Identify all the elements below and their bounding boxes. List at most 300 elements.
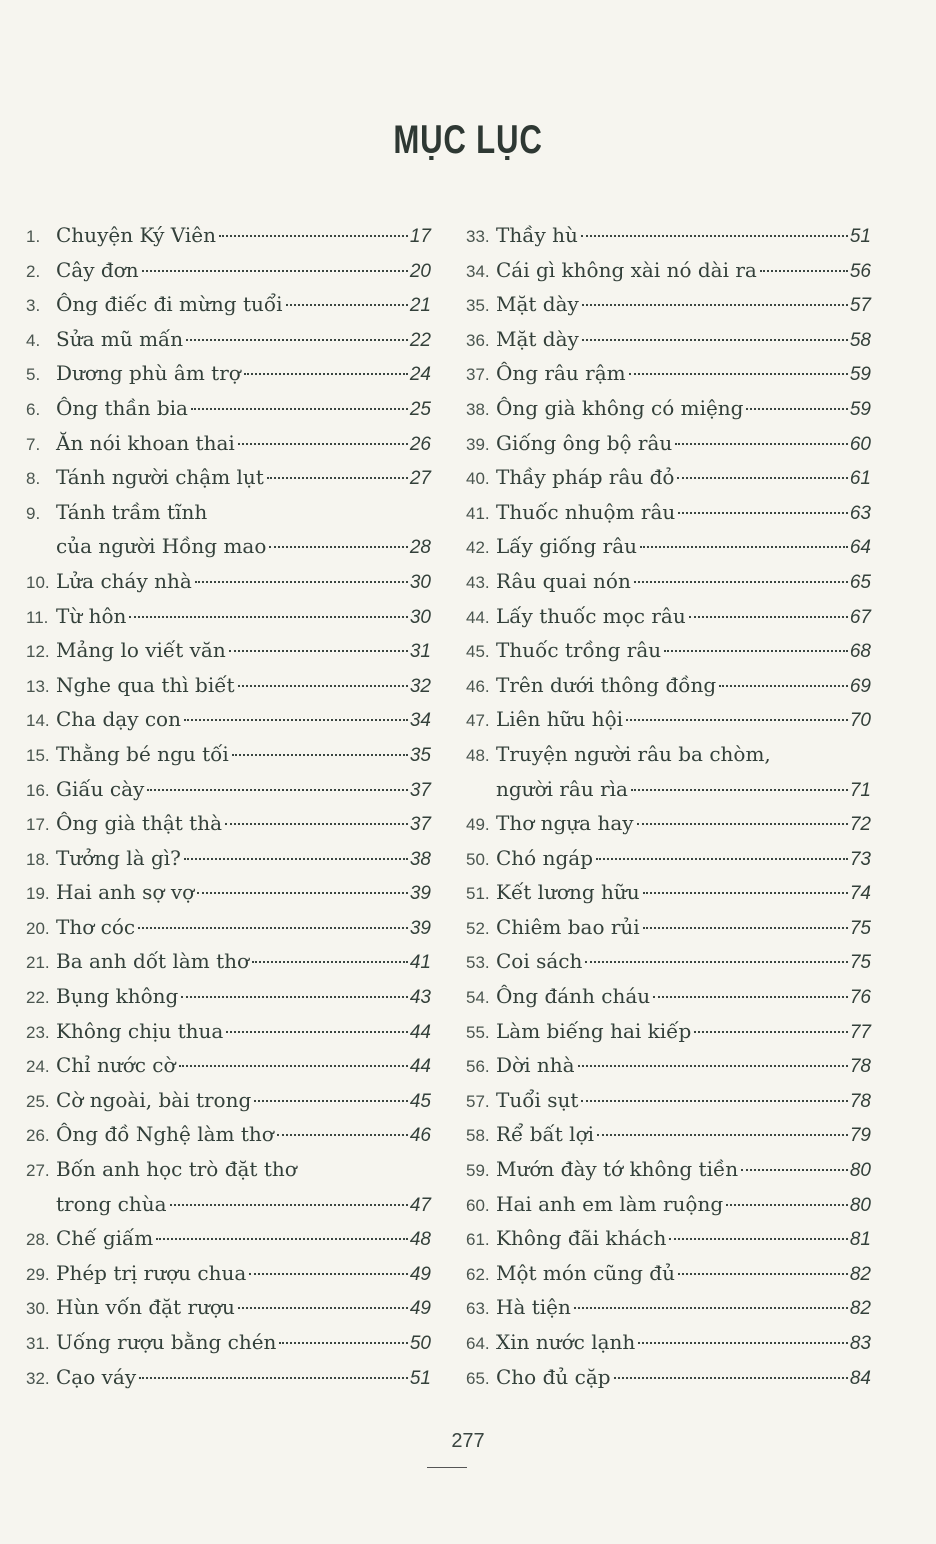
toc-entry-number: 8.	[26, 469, 41, 489]
toc-entry-title: Cái gì không xài nó dài ra	[496, 257, 757, 282]
toc-entry-number: 64.	[466, 1334, 490, 1353]
toc-entry-title: Ông đánh cháu	[496, 984, 651, 1009]
toc-entry[interactable]	[466, 287, 871, 322]
toc-entry-number: 34.	[466, 261, 490, 281]
leader-dots	[643, 892, 848, 894]
leader-dots	[170, 1204, 408, 1206]
toc-entry-title: Mảng lo viết văn	[56, 638, 226, 663]
toc-entry-page: 46	[409, 1125, 431, 1147]
toc-entry[interactable]	[466, 1048, 871, 1083]
toc-entry-line	[26, 356, 431, 391]
toc-entry-line	[26, 460, 431, 495]
toc-entry-title-continued: người râu rìa	[496, 776, 628, 801]
toc-entry[interactable]	[466, 426, 871, 461]
toc-entry-line	[26, 1187, 431, 1222]
toc-entry-page: 44	[409, 1021, 431, 1043]
toc-entry[interactable]	[466, 979, 871, 1014]
toc-entry-number: 11.	[26, 607, 49, 627]
toc-entry-page: 38	[409, 848, 431, 870]
toc-entry-title: Nghe qua thì biết	[56, 672, 235, 697]
toc-entry[interactable]	[26, 668, 431, 703]
leader-dots	[741, 1169, 848, 1171]
toc-entry-title: Kết lương hữu	[496, 880, 640, 905]
leader-dots	[197, 892, 408, 894]
toc-entry-page: 58	[849, 329, 871, 351]
toc-entry[interactable]	[26, 599, 431, 634]
toc-entry-number: 49.	[466, 815, 490, 835]
leader-dots	[225, 823, 408, 825]
toc-entry-title: Tuổi sụt	[496, 1087, 579, 1112]
toc-entry-line	[466, 633, 871, 668]
toc-entry-title: Chỉ nước cờ	[56, 1053, 176, 1078]
toc-entry-title: Bụng không	[56, 984, 179, 1009]
toc-entry-page: 49	[409, 1263, 431, 1285]
toc-entry-title: Cha dạy con	[56, 707, 181, 732]
toc-entry-line	[26, 1152, 431, 1187]
toc-entry-number: 1.	[26, 227, 41, 246]
toc-entry-title: Ông đồ Nghệ làm thơ	[56, 1122, 274, 1147]
toc-entry-line	[26, 944, 431, 979]
leader-dots	[626, 719, 848, 721]
toc-entry-number: 43.	[466, 572, 490, 592]
toc-entry-line	[26, 1221, 431, 1256]
toc-entry-line	[466, 806, 871, 841]
toc-entry-page: 78	[849, 1056, 871, 1078]
toc-entry-title: Chiêm bao rủi	[496, 914, 640, 939]
leader-dots	[578, 1065, 848, 1067]
toc-entry-page: 78	[849, 1090, 871, 1112]
leader-dots	[139, 1377, 408, 1379]
toc-entry[interactable]	[466, 737, 871, 806]
toc-entry-page: 43	[409, 987, 431, 1009]
toc-entry[interactable]	[466, 564, 871, 599]
toc-entry-title: Chuyện Ký Viên	[56, 223, 216, 247]
toc-entry-line	[26, 1325, 431, 1360]
toc-entry-line	[26, 564, 431, 599]
toc-entry-line	[26, 1360, 431, 1395]
toc-entry[interactable]	[26, 1048, 431, 1083]
toc-entry-page: 69	[849, 675, 871, 697]
toc-entry-page: 31	[409, 641, 431, 663]
toc-entry-number: 21.	[26, 953, 50, 973]
toc-entry[interactable]	[466, 1083, 871, 1118]
leader-dots	[614, 1377, 848, 1379]
toc-entry-title: Hai anh sợ vợ	[56, 880, 195, 905]
leader-dots	[719, 685, 848, 687]
toc-entry[interactable]	[466, 529, 871, 564]
toc-entry-line	[26, 668, 431, 703]
toc-entry-line	[466, 529, 871, 564]
leader-dots	[638, 1342, 848, 1344]
toc-entry-line	[466, 599, 871, 634]
toc-entry[interactable]	[26, 1117, 431, 1152]
leader-dots	[581, 235, 848, 237]
toc-entry-page: 35	[409, 744, 431, 766]
toc-entry[interactable]	[26, 1290, 431, 1325]
toc-entry-title: Chế giấm	[56, 1226, 154, 1251]
toc-entry[interactable]	[466, 1014, 871, 1049]
toc-entry-line	[466, 495, 871, 530]
toc-entry-number: 24.	[26, 1057, 50, 1077]
toc-entry-page: 44	[409, 1056, 431, 1078]
leader-dots	[269, 546, 407, 548]
toc-entry[interactable]	[466, 253, 871, 288]
toc-entry-page: 57	[849, 295, 871, 317]
toc-entry[interactable]	[466, 1221, 871, 1256]
toc-entry-line	[26, 772, 431, 807]
toc-entry-title: Bốn anh học trò đặt thơ	[56, 1157, 297, 1182]
toc-entry-line	[466, 1256, 871, 1291]
leader-dots	[229, 650, 408, 652]
toc-entry-line	[466, 1290, 871, 1325]
leader-dots	[244, 373, 408, 375]
toc-entry-line	[26, 495, 431, 530]
toc-entry-page: 59	[849, 398, 871, 420]
toc-entry[interactable]	[466, 806, 871, 841]
toc-entry-title: Chó ngáp	[496, 845, 593, 870]
toc-entry[interactable]	[26, 322, 431, 357]
toc-entry-line	[466, 979, 871, 1014]
toc-entry-title-continued: trong chùa	[56, 1191, 167, 1216]
toc-entry-line	[466, 875, 871, 910]
toc-entry[interactable]	[26, 841, 431, 876]
toc-entry[interactable]	[466, 1360, 871, 1395]
toc-entry[interactable]	[26, 391, 431, 426]
toc-entry-line	[466, 564, 871, 599]
toc-entry-page: 21	[409, 295, 431, 317]
toc-entry-page: 68	[849, 641, 871, 663]
toc-entry-title: Không đãi khách	[496, 1226, 667, 1251]
toc-entry-number: 51.	[466, 884, 490, 904]
toc-entry-title: Không chịu thua	[56, 1018, 224, 1043]
toc-entry[interactable]	[26, 1152, 431, 1221]
toc-entry-title: Từ hôn	[56, 603, 127, 628]
leader-dots	[582, 339, 848, 341]
toc-entry-page: 77	[849, 1021, 871, 1043]
toc-entry-title: Ông già thật thà	[56, 811, 222, 836]
toc-entry-number: 63.	[466, 1299, 490, 1319]
toc-entry-number: 39.	[466, 434, 490, 454]
toc-entry-page: 30	[409, 606, 431, 628]
toc-entry-page: 34	[409, 710, 431, 732]
toc-entry-line	[26, 979, 431, 1014]
toc-entry-line	[466, 1360, 871, 1395]
toc-entry-title: Mướn đày tớ không tiền	[496, 1157, 739, 1182]
toc-entry-title: Thuốc trồng râu	[496, 638, 662, 663]
leader-dots	[249, 1273, 408, 1275]
toc-entry-line	[466, 218, 871, 253]
toc-entry[interactable]	[26, 1014, 431, 1049]
toc-entry-line	[466, 772, 871, 807]
leader-dots	[596, 858, 848, 860]
leader-dots	[219, 235, 408, 237]
toc-entry[interactable]	[26, 1083, 431, 1118]
toc-entry-number: 19.	[26, 884, 50, 904]
toc-entry-page: 51	[409, 1367, 431, 1389]
toc-entry-page: 47	[409, 1194, 431, 1216]
toc-entry[interactable]	[26, 1221, 431, 1256]
leader-dots	[634, 581, 848, 583]
toc-entry-line	[466, 702, 871, 737]
toc-entry-title: Một món cũng đủ	[496, 1260, 675, 1285]
toc-entry-title: Hai anh em làm ruộng	[496, 1191, 724, 1216]
toc-entry-line	[466, 391, 871, 426]
toc-entry-page: 70	[849, 710, 871, 732]
toc-entry-title: Thơ cóc	[56, 914, 136, 939]
toc-entry-title: Truyện người râu ba chòm,	[496, 741, 771, 766]
toc-entry-title: Giống ông bộ râu	[496, 430, 673, 455]
toc-entry[interactable]	[466, 1152, 871, 1187]
leader-dots	[726, 1204, 848, 1206]
toc-entry-number: 25.	[26, 1091, 50, 1111]
toc-entry-line	[26, 322, 431, 357]
toc-entry[interactable]	[466, 944, 871, 979]
toc-entry[interactable]	[26, 806, 431, 841]
toc-entry-line	[466, 910, 871, 945]
toc-entry[interactable]	[466, 1325, 871, 1360]
toc-entry-title: Dương phù âm trợ	[56, 361, 241, 386]
toc-entry-number: 2.	[26, 261, 41, 281]
toc-entry-line	[466, 460, 871, 495]
toc-entry-number: 26.	[26, 1126, 50, 1146]
toc-entry[interactable]	[26, 633, 431, 668]
toc-entry-title: Ông điếc đi mừng tuổi	[56, 292, 283, 317]
toc-entry-title: Ông già không có miệng	[496, 395, 744, 420]
toc-entry-number: 6.	[26, 399, 41, 419]
leader-dots	[637, 823, 848, 825]
toc-entry-number: 9.	[26, 503, 41, 523]
toc-entry-page: 67	[849, 606, 871, 628]
toc-entry[interactable]	[26, 979, 431, 1014]
toc-entry-title: Rể bất lợi	[496, 1122, 595, 1147]
toc-entry-page: 74	[849, 883, 871, 905]
toc-entry-number: 29.	[26, 1264, 50, 1284]
toc-entry-title-continued: của người Hồng mao	[56, 534, 267, 559]
toc-entry-number: 23.	[26, 1022, 50, 1042]
toc-entry-line	[26, 1290, 431, 1325]
toc-entry-number: 41.	[466, 503, 490, 523]
toc-entry-title: Phép trị rượu chua	[56, 1260, 247, 1285]
leader-dots	[678, 1273, 848, 1275]
toc-entry-number: 44.	[466, 607, 490, 627]
toc-entry-number: 38.	[466, 399, 490, 419]
toc-entry-line	[26, 1117, 431, 1152]
toc-entry-page: 17	[409, 226, 431, 247]
toc-entry[interactable]	[466, 841, 871, 876]
toc-entry[interactable]	[466, 668, 871, 703]
toc-entry-line	[466, 1325, 871, 1360]
toc-entry[interactable]	[466, 599, 871, 634]
toc-entry[interactable]	[466, 910, 871, 945]
toc-entry-line	[466, 944, 871, 979]
toc-entry-page: 80	[849, 1160, 871, 1182]
leader-dots	[664, 650, 848, 652]
leader-dots	[238, 685, 408, 687]
toc-entry-line	[26, 253, 431, 288]
toc-entry-title: Xin nước lạnh	[496, 1330, 636, 1354]
toc-entry-line	[466, 1014, 871, 1049]
toc-entry[interactable]	[466, 633, 871, 668]
leader-dots	[581, 1100, 847, 1102]
leader-dots	[252, 961, 408, 963]
toc-entry-title: Thầy pháp râu đỏ	[496, 465, 675, 490]
toc-entry[interactable]	[466, 875, 871, 910]
toc-entry-number: 57.	[466, 1091, 490, 1111]
toc-entry-title: Tưởng là gì?	[56, 845, 181, 870]
toc-entry[interactable]	[466, 218, 871, 253]
toc-entry-number: 33.	[466, 227, 490, 246]
toc-entry-line	[466, 322, 871, 357]
toc-entry[interactable]	[26, 1360, 431, 1395]
toc-entry-number: 60.	[466, 1195, 490, 1215]
toc-entry-page: 45	[409, 1090, 431, 1112]
leader-dots	[631, 789, 848, 791]
toc-entry-title: Ba anh dốt làm thơ	[56, 949, 250, 974]
toc-entry[interactable]	[26, 1325, 431, 1360]
leader-dots	[184, 858, 408, 860]
toc-entry-number: 27.	[26, 1161, 50, 1181]
toc-entry-page: 27	[409, 468, 431, 490]
toc-entry[interactable]	[26, 1256, 431, 1291]
toc-entry-page: 75	[849, 952, 871, 974]
toc-entry[interactable]	[466, 391, 871, 426]
toc-entry-title: Lửa cháy nhà	[56, 568, 192, 593]
toc-entry-number: 35.	[466, 296, 490, 316]
leader-dots	[653, 996, 848, 998]
toc-entry-page: 65	[849, 571, 871, 593]
toc-entry-line	[26, 841, 431, 876]
toc-entry[interactable]	[466, 460, 871, 495]
toc-entry-title: Hùn vốn đặt rượu	[56, 1295, 235, 1320]
toc-entry-number: 36.	[466, 330, 490, 350]
toc-entry-title: Râu quai nón	[496, 568, 631, 593]
toc-entry[interactable]	[466, 1187, 871, 1222]
leader-dots	[186, 339, 408, 341]
toc-entry-line	[466, 287, 871, 322]
toc-entry[interactable]	[26, 287, 431, 322]
toc-entry-number: 58.	[466, 1126, 490, 1146]
leader-dots	[279, 1342, 407, 1344]
toc-entry-page: 24	[409, 364, 431, 386]
leader-dots	[191, 408, 408, 410]
leader-dots	[226, 1031, 408, 1033]
toc-entry[interactable]	[466, 702, 871, 737]
toc-entry-line	[26, 1256, 431, 1291]
leader-dots	[238, 1307, 408, 1309]
toc-entry[interactable]	[26, 737, 431, 772]
toc-entry-line	[26, 1014, 431, 1049]
toc-entry-line	[26, 426, 431, 461]
toc-entry-number: 13.	[26, 676, 50, 696]
toc-entry-number: 50.	[466, 849, 490, 869]
leader-dots	[232, 754, 408, 756]
toc-entry[interactable]	[26, 356, 431, 391]
toc-entry-line	[466, 1187, 871, 1222]
leader-dots	[585, 961, 847, 963]
toc-entry[interactable]	[26, 564, 431, 599]
toc-entry[interactable]	[26, 218, 431, 253]
toc-entry-number: 20.	[26, 918, 50, 938]
toc-entry-number: 5.	[26, 365, 41, 385]
toc-entry-title: Thầy hù	[496, 223, 578, 247]
toc-entry-page: 79	[849, 1125, 871, 1147]
toc-entry-title: Làm biếng hai kiếp	[496, 1018, 692, 1043]
toc-entry-number: 14.	[26, 711, 50, 731]
toc-entry-page: 20	[409, 260, 431, 282]
toc-entry-line	[26, 599, 431, 634]
toc-entry-title: Mặt dày	[496, 292, 579, 317]
toc-entry-line	[26, 702, 431, 737]
leader-dots	[156, 1238, 408, 1240]
toc-entry[interactable]	[466, 1117, 871, 1152]
toc-entry-number: 17.	[26, 815, 50, 835]
toc-entry-page: 71	[849, 779, 871, 801]
leader-dots	[254, 1100, 408, 1102]
leader-dots	[147, 789, 408, 791]
toc-entry[interactable]	[466, 495, 871, 530]
leader-dots	[129, 616, 407, 618]
leader-dots	[677, 477, 847, 479]
toc-entry-number: 22.	[26, 988, 50, 1008]
toc-entry[interactable]	[26, 910, 431, 945]
toc-entry-title: Cho đủ cặp	[496, 1364, 611, 1389]
toc-entry[interactable]	[466, 1290, 871, 1325]
toc-entry-title: Cờ ngoài, bài trong	[56, 1087, 252, 1112]
toc-entry-title: Mặt dày	[496, 326, 579, 351]
toc-entry-number: 32.	[26, 1368, 50, 1388]
toc-entry[interactable]	[26, 495, 431, 564]
toc-entry[interactable]	[466, 1256, 871, 1291]
toc-entry-number: 62.	[466, 1264, 490, 1284]
toc-entry-number: 7.	[26, 434, 41, 454]
toc-entry-page: 83	[849, 1333, 871, 1354]
toc-entry-line	[466, 1083, 871, 1118]
toc-entry[interactable]	[26, 253, 431, 288]
leader-dots	[184, 719, 408, 721]
toc-entry-number: 30.	[26, 1299, 50, 1319]
toc-entry-number: 45.	[466, 642, 490, 662]
toc-entry-number: 53.	[466, 953, 490, 973]
leader-dots	[694, 1031, 848, 1033]
toc-entry[interactable]	[26, 460, 431, 495]
toc-entry-line	[26, 218, 431, 253]
toc-entry-page: 39	[409, 917, 431, 939]
toc-entry-number: 28.	[26, 1230, 50, 1250]
toc-entry-page: 56	[849, 260, 871, 282]
toc-entry-title: Thằng bé ngu tối	[56, 741, 229, 766]
toc-entry-page: 82	[849, 1298, 871, 1320]
leader-dots	[286, 304, 408, 306]
toc-entry-title: Ông thần bia	[56, 395, 188, 420]
toc-entry-page: 37	[409, 814, 431, 836]
toc-entry-title: Giấu cày	[56, 776, 145, 801]
toc-entry-page: 82	[849, 1263, 871, 1285]
toc-entry-page: 59	[849, 364, 871, 386]
leader-dots	[195, 581, 408, 583]
toc-entry[interactable]	[26, 426, 431, 461]
toc-entry-page: 76	[849, 987, 871, 1009]
toc-entry[interactable]	[26, 875, 431, 910]
toc-entry-title: Ông râu rậm	[496, 361, 626, 386]
toc-entry[interactable]	[26, 772, 431, 807]
toc-entry-line	[26, 875, 431, 910]
toc-entry[interactable]	[26, 944, 431, 979]
toc-entry[interactable]	[26, 702, 431, 737]
toc-entry[interactable]	[466, 356, 871, 391]
page-title: MỤC LỤC	[393, 118, 543, 162]
toc-entry-line	[26, 737, 431, 772]
toc-entry[interactable]	[466, 322, 871, 357]
